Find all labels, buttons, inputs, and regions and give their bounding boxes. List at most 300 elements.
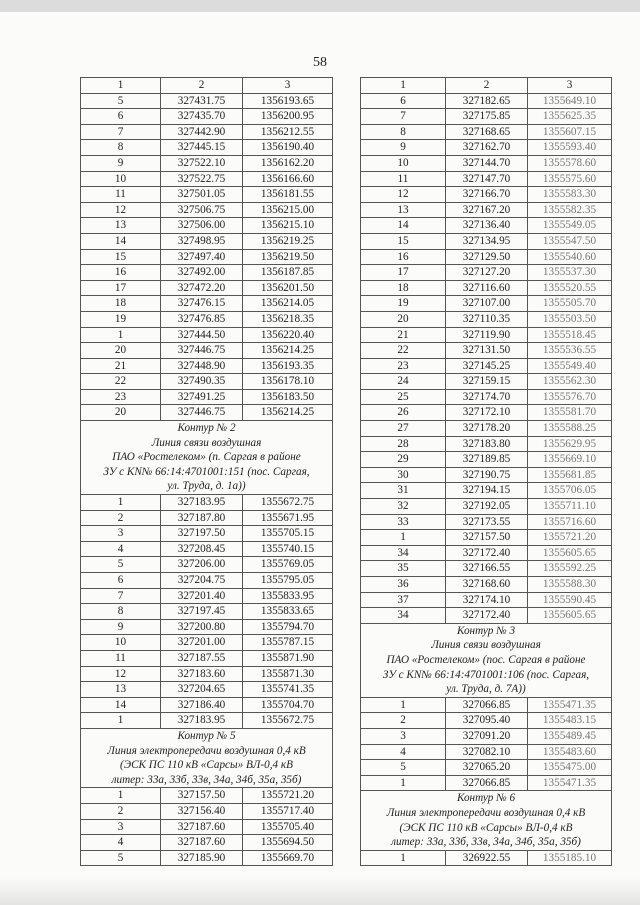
coordinate-y: 1356215.10	[243, 218, 333, 234]
point-number: 15	[81, 249, 161, 265]
table-row	[361, 296, 612, 312]
coordinate-x: 327172.40	[446, 545, 528, 561]
table-row	[81, 374, 333, 390]
point-number: 34	[361, 608, 446, 624]
contour-description-line: литер: 33а, 33б, 33в, 34а, 34б, 35а, 35б)	[391, 836, 581, 849]
contour-description-line: Линия электропередачи воздушная 0,4 кВ	[107, 744, 306, 757]
table-row	[361, 421, 612, 437]
coordinate-y: 1355503.50	[528, 311, 612, 327]
column-header: 3	[528, 78, 612, 94]
point-number: 4	[361, 744, 446, 760]
coordinate-y: 1355706.05	[528, 483, 612, 499]
coordinate-x: 327095.40	[446, 713, 528, 729]
point-number: 15	[361, 233, 446, 249]
table-row	[81, 233, 333, 249]
coordinate-x: 327201.00	[161, 635, 243, 651]
coordinate-x: 327448.90	[161, 358, 243, 374]
coordinate-y: 1355520.55	[528, 280, 612, 296]
point-number: 27	[361, 421, 446, 437]
table-row	[361, 530, 612, 546]
table-row	[81, 541, 333, 557]
coordinate-x: 327187.55	[161, 650, 243, 666]
contour-description-line: (ЭСК ПС 110 кВ «Сарсы» ВЛ-0,4 кВ	[399, 821, 573, 834]
point-number: 3	[81, 526, 161, 542]
point-number: 24	[361, 374, 446, 390]
table-row	[81, 187, 333, 203]
coordinate-x: 326922.55	[446, 850, 528, 866]
coordinate-y: 1356187.85	[243, 265, 333, 281]
coordinate-y: 1356201.50	[243, 280, 333, 296]
coordinate-x: 327159.15	[446, 374, 528, 390]
coordinate-y: 1355575.60	[528, 171, 612, 187]
coordinate-x: 327522.75	[161, 171, 243, 187]
coordinate-x: 327446.75	[161, 405, 243, 421]
point-number: 19	[361, 296, 446, 312]
table-row	[361, 187, 612, 203]
coordinate-x: 327498.95	[161, 233, 243, 249]
point-number: 17	[361, 265, 446, 281]
point-number: 13	[361, 202, 446, 218]
table-row	[81, 850, 333, 866]
table-row	[81, 619, 333, 635]
table-row	[81, 650, 333, 666]
point-number: 21	[81, 358, 161, 374]
point-number: 4	[81, 835, 161, 851]
point-number: 1	[361, 697, 446, 713]
table-row	[361, 249, 612, 265]
coordinate-x: 327431.75	[161, 93, 243, 109]
coordinate-x: 327066.85	[446, 697, 528, 713]
table-row	[361, 592, 612, 608]
point-number: 3	[81, 819, 161, 835]
table-row	[81, 557, 333, 573]
coordinate-x: 327506.00	[161, 218, 243, 234]
table-row	[361, 343, 612, 359]
point-number: 5	[81, 557, 161, 573]
coordinate-x: 327183.80	[446, 436, 528, 452]
point-number: 6	[81, 109, 161, 125]
coordinate-x: 327178.20	[446, 421, 528, 437]
coordinate-y: 1355711.10	[528, 499, 612, 515]
point-number: 34	[361, 545, 446, 561]
coordinate-x: 327156.40	[161, 803, 243, 819]
table-row	[81, 713, 333, 729]
table-row	[81, 682, 333, 698]
coordinate-x: 327501.05	[161, 187, 243, 203]
point-number: 19	[81, 311, 161, 327]
point-number: 20	[81, 405, 161, 421]
coordinate-x: 327492.00	[161, 265, 243, 281]
point-number: 1	[81, 713, 161, 729]
point-number: 36	[361, 577, 446, 593]
coordinate-x: 327144.70	[446, 155, 528, 171]
coordinate-y: 1355471.35	[528, 697, 612, 713]
coordinate-y: 1356193.35	[243, 358, 333, 374]
point-number: 11	[81, 650, 161, 666]
table-row	[361, 561, 612, 577]
coordinate-y: 1355590.45	[528, 592, 612, 608]
table-row	[361, 109, 612, 125]
table-row	[81, 666, 333, 682]
coordinate-y: 1356214.05	[243, 296, 333, 312]
point-number: 7	[361, 109, 446, 125]
coordinate-x: 327472.20	[161, 280, 243, 296]
contour-title: Контур № 6	[456, 792, 516, 805]
coordinate-y: 1355649.10	[528, 93, 612, 109]
table-row	[361, 218, 612, 234]
coordinate-y: 1355871.30	[243, 666, 333, 682]
table-row	[81, 171, 333, 187]
table-row	[81, 358, 333, 374]
table-row	[361, 124, 612, 140]
coordinate-x: 327522.10	[161, 155, 243, 171]
coordinate-y: 1356190.40	[243, 140, 333, 156]
point-number: 33	[361, 514, 446, 530]
column-header: 1	[81, 78, 161, 94]
coordinate-x: 327168.65	[446, 124, 528, 140]
column-header: 2	[161, 78, 243, 94]
coordinate-y: 1355549.40	[528, 358, 612, 374]
table-row	[81, 835, 333, 851]
table-row	[361, 775, 612, 791]
column-header: 3	[243, 78, 333, 94]
coordinate-x: 327442.90	[161, 124, 243, 140]
contour-description-line: ЗУ с КN№ 66:14:4701001:151 (пос. Саргая,	[103, 465, 310, 478]
coordinate-y: 1355549.05	[528, 218, 612, 234]
point-number: 4	[81, 541, 161, 557]
coordinate-x: 327497.40	[161, 249, 243, 265]
point-number: 13	[81, 682, 161, 698]
table-row	[81, 788, 333, 804]
point-number: 1	[361, 775, 446, 791]
column-header: 2	[446, 78, 528, 94]
table-header-row	[361, 78, 612, 94]
coordinate-y: 1355794.70	[243, 619, 333, 635]
point-number: 8	[81, 604, 161, 620]
coordinate-y: 1356219.25	[243, 233, 333, 249]
table-row	[361, 728, 612, 744]
coordinate-y: 1355672.75	[243, 713, 333, 729]
coordinate-x: 327091.20	[446, 728, 528, 744]
coordinate-y: 1355505.70	[528, 296, 612, 312]
contour-description-line: Линия электропередачи воздушная 0,4 кВ	[386, 806, 586, 819]
coordinate-x: 327162.70	[446, 140, 528, 156]
table-header-row	[81, 78, 333, 94]
point-number: 2	[81, 803, 161, 819]
coordinate-x: 327187.60	[161, 835, 243, 851]
coordinate-x: 327197.50	[161, 526, 243, 542]
point-number: 9	[361, 140, 446, 156]
point-number: 12	[81, 202, 161, 218]
point-number: 9	[81, 155, 161, 171]
coordinate-x: 327066.85	[446, 775, 528, 791]
contour-description	[81, 421, 333, 495]
point-number: 10	[81, 171, 161, 187]
coordinate-x: 327131.50	[446, 343, 528, 359]
point-number: 14	[81, 233, 161, 249]
table-row	[361, 483, 612, 499]
coordinate-x: 327446.75	[161, 343, 243, 359]
point-number: 1	[81, 788, 161, 804]
coordinate-y: 1355607.15	[528, 124, 612, 140]
table-row	[81, 405, 333, 421]
coordinate-y: 1355871.90	[243, 650, 333, 666]
coordinate-x: 327173.55	[446, 514, 528, 530]
table-row	[81, 109, 333, 125]
coordinate-x: 327082.10	[446, 744, 528, 760]
point-number: 28	[361, 436, 446, 452]
coordinate-y: 1355629.95	[528, 436, 612, 452]
coordinate-x: 327187.60	[161, 819, 243, 835]
contour-section-row	[361, 623, 612, 697]
point-number: 1	[81, 327, 161, 343]
point-number: 35	[361, 561, 446, 577]
contour-section-row	[81, 421, 333, 495]
coordinate-y: 1355547.50	[528, 233, 612, 249]
point-number: 13	[81, 218, 161, 234]
coordinate-y: 1355605.65	[528, 608, 612, 624]
coordinate-x: 327147.70	[446, 171, 528, 187]
point-number: 14	[361, 218, 446, 234]
coordinate-y: 1355704.70	[243, 697, 333, 713]
point-number: 7	[81, 124, 161, 140]
point-number: 22	[81, 374, 161, 390]
page-number: 58	[313, 55, 327, 70]
point-number: 16	[361, 249, 446, 265]
coordinate-y: 1355483.15	[528, 713, 612, 729]
coordinate-x: 327476.15	[161, 296, 243, 312]
point-number: 8	[361, 124, 446, 140]
coordinate-y: 1356178.10	[243, 374, 333, 390]
table-row	[361, 280, 612, 296]
point-number: 10	[81, 635, 161, 651]
coordinate-x: 327183.60	[161, 666, 243, 682]
coordinate-y: 1355537.30	[528, 265, 612, 281]
point-number: 22	[361, 343, 446, 359]
table-row	[81, 140, 333, 156]
coordinate-y: 1355185.10	[528, 850, 612, 866]
coordinate-y: 1356219.50	[243, 249, 333, 265]
coordinate-y: 1355833.95	[243, 588, 333, 604]
point-number: 2	[81, 510, 161, 526]
coordinate-x: 327172.40	[446, 608, 528, 624]
coordinate-y: 1355471.35	[528, 775, 612, 791]
point-number: 18	[81, 296, 161, 312]
table-row	[81, 819, 333, 835]
table-row	[81, 155, 333, 171]
coordinate-y: 1355717.40	[243, 803, 333, 819]
coordinate-y: 1355721.20	[243, 788, 333, 804]
table-row	[81, 124, 333, 140]
point-number: 6	[361, 93, 446, 109]
point-number: 23	[81, 389, 161, 405]
coordinate-x: 327168.60	[446, 577, 528, 593]
coordinate-y: 1355740.15	[243, 541, 333, 557]
table-row	[81, 588, 333, 604]
coordinate-y: 1356166.60	[243, 171, 333, 187]
column-header: 1	[361, 78, 446, 94]
coordinate-y: 1355483.60	[528, 744, 612, 760]
coordinate-x: 327435.70	[161, 109, 243, 125]
table-row	[361, 327, 612, 343]
coordinate-y: 1355562.30	[528, 374, 612, 390]
table-row	[81, 93, 333, 109]
coordinate-x: 327185.90	[161, 850, 243, 866]
coordinate-x: 327110.35	[446, 311, 528, 327]
coordinate-x: 327116.60	[446, 280, 528, 296]
table-row	[361, 389, 612, 405]
contour-title: Контур № 5	[177, 729, 236, 742]
contour-description	[81, 728, 333, 787]
coordinate-x: 327174.70	[446, 389, 528, 405]
contour-section-row	[361, 791, 612, 850]
table-row	[361, 155, 612, 171]
coordinate-y: 1355669.10	[528, 452, 612, 468]
contour-description-line: ул. Труда, д. 1а))	[167, 480, 246, 493]
point-number: 18	[361, 280, 446, 296]
coordinate-x: 327174.10	[446, 592, 528, 608]
point-number: 29	[361, 452, 446, 468]
point-number: 12	[361, 187, 446, 203]
point-number: 32	[361, 499, 446, 515]
point-number: 3	[361, 728, 446, 744]
point-number: 8	[81, 140, 161, 156]
coordinate-x: 327201.40	[161, 588, 243, 604]
coordinate-y: 1356183.50	[243, 389, 333, 405]
contour-description	[361, 791, 612, 850]
point-number: 25	[361, 389, 446, 405]
coordinate-y: 1355669.70	[243, 850, 333, 866]
coordinate-x: 327476.85	[161, 311, 243, 327]
table-row	[81, 296, 333, 312]
coordinate-x: 327183.95	[161, 495, 243, 511]
coordinate-x: 327197.45	[161, 604, 243, 620]
contour-description-line: Линия связи воздушная	[151, 436, 262, 449]
coordinate-x: 327145.25	[446, 358, 528, 374]
coordinate-x: 327182.65	[446, 93, 528, 109]
table-row	[361, 713, 612, 729]
contour-description-line: ПАО «Ростелеком» (п. Саргая в районе	[112, 451, 301, 464]
coordinate-x: 327183.95	[161, 713, 243, 729]
table-row	[361, 499, 612, 515]
coordinate-x: 327445.15	[161, 140, 243, 156]
table-row	[361, 140, 612, 156]
table-row	[361, 374, 612, 390]
coordinate-y: 1355518.45	[528, 327, 612, 343]
point-number: 5	[81, 93, 161, 109]
table-row	[361, 171, 612, 187]
point-number: 5	[81, 850, 161, 866]
coordinate-y: 1355795.05	[243, 573, 333, 589]
table-row	[361, 311, 612, 327]
coordinate-y: 1355705.40	[243, 819, 333, 835]
point-number: 16	[81, 265, 161, 281]
table-row	[361, 265, 612, 281]
contour-description-line: (ЭСК ПС 110 кВ «Сарсы» ВЛ-0,4 кВ	[120, 759, 293, 772]
table-row	[361, 608, 612, 624]
table-row	[361, 405, 612, 421]
scan-bottom-edge	[0, 877, 640, 905]
coordinate-x: 327136.40	[446, 218, 528, 234]
point-number: 1	[81, 495, 161, 511]
coordinate-x: 327204.65	[161, 682, 243, 698]
coordinate-y: 1356214.25	[243, 343, 333, 359]
table-row	[81, 697, 333, 713]
coordinate-x: 327490.35	[161, 374, 243, 390]
coordinate-y: 1355705.15	[243, 526, 333, 542]
table-row	[81, 604, 333, 620]
contour-description-line: ул. Труда, д. 7А))	[446, 683, 526, 696]
table-row	[81, 218, 333, 234]
coordinate-x: 327204.75	[161, 573, 243, 589]
coordinate-y: 1356220.40	[243, 327, 333, 343]
point-number: 2	[361, 713, 446, 729]
coordinate-y: 1355625.35	[528, 109, 612, 125]
table-row	[361, 233, 612, 249]
point-number: 7	[81, 588, 161, 604]
coordinate-y: 1355741.35	[243, 682, 333, 698]
coordinate-y: 1356215.00	[243, 202, 333, 218]
point-number: 23	[361, 358, 446, 374]
coordinate-y: 1355694.50	[243, 835, 333, 851]
coordinate-x: 327491.25	[161, 389, 243, 405]
point-number: 26	[361, 405, 446, 421]
contour-description	[361, 623, 612, 697]
point-number: 1	[361, 850, 446, 866]
table-row	[81, 635, 333, 651]
coordinate-y: 1355536.55	[528, 343, 612, 359]
coordinate-x: 327157.50	[446, 530, 528, 546]
table-row	[81, 280, 333, 296]
coordinate-x: 327208.45	[161, 541, 243, 557]
coordinate-y: 1356218.35	[243, 311, 333, 327]
coordinate-y: 1355540.60	[528, 249, 612, 265]
coordinate-x: 327187.80	[161, 510, 243, 526]
table-row	[361, 577, 612, 593]
table-row	[81, 343, 333, 359]
coordinate-x: 327192.05	[446, 499, 528, 515]
coordinate-y: 1355581.70	[528, 405, 612, 421]
coordinate-x: 327107.00	[446, 296, 528, 312]
coordinate-y: 1355578.60	[528, 155, 612, 171]
table-row	[361, 436, 612, 452]
contour-title: Контур № 3	[456, 624, 516, 637]
coordinate-y: 1356214.25	[243, 405, 333, 421]
coordinate-y: 1355593.40	[528, 140, 612, 156]
coordinate-x: 327134.95	[446, 233, 528, 249]
coordinate-x: 327189.85	[446, 452, 528, 468]
coordinate-y: 1355672.75	[243, 495, 333, 511]
coordinate-x: 327127.20	[446, 265, 528, 281]
scan-top-edge	[0, 0, 640, 12]
coordinate-x: 327190.75	[446, 467, 528, 483]
contour-title: Контур № 2	[177, 422, 236, 435]
coordinate-y: 1355671.95	[243, 510, 333, 526]
table-row	[361, 452, 612, 468]
coordinate-x: 327119.90	[446, 327, 528, 343]
coordinate-x: 327065.20	[446, 760, 528, 776]
table-row	[361, 697, 612, 713]
coordinate-y: 1355681.85	[528, 467, 612, 483]
table-row	[81, 803, 333, 819]
table-row	[81, 573, 333, 589]
point-number: 1	[361, 530, 446, 546]
coordinate-y: 1355475.00	[528, 760, 612, 776]
table-row	[361, 545, 612, 561]
coordinate-x: 327157.50	[161, 788, 243, 804]
coordinate-y: 1356212.55	[243, 124, 333, 140]
coordinate-y: 1355833.65	[243, 604, 333, 620]
